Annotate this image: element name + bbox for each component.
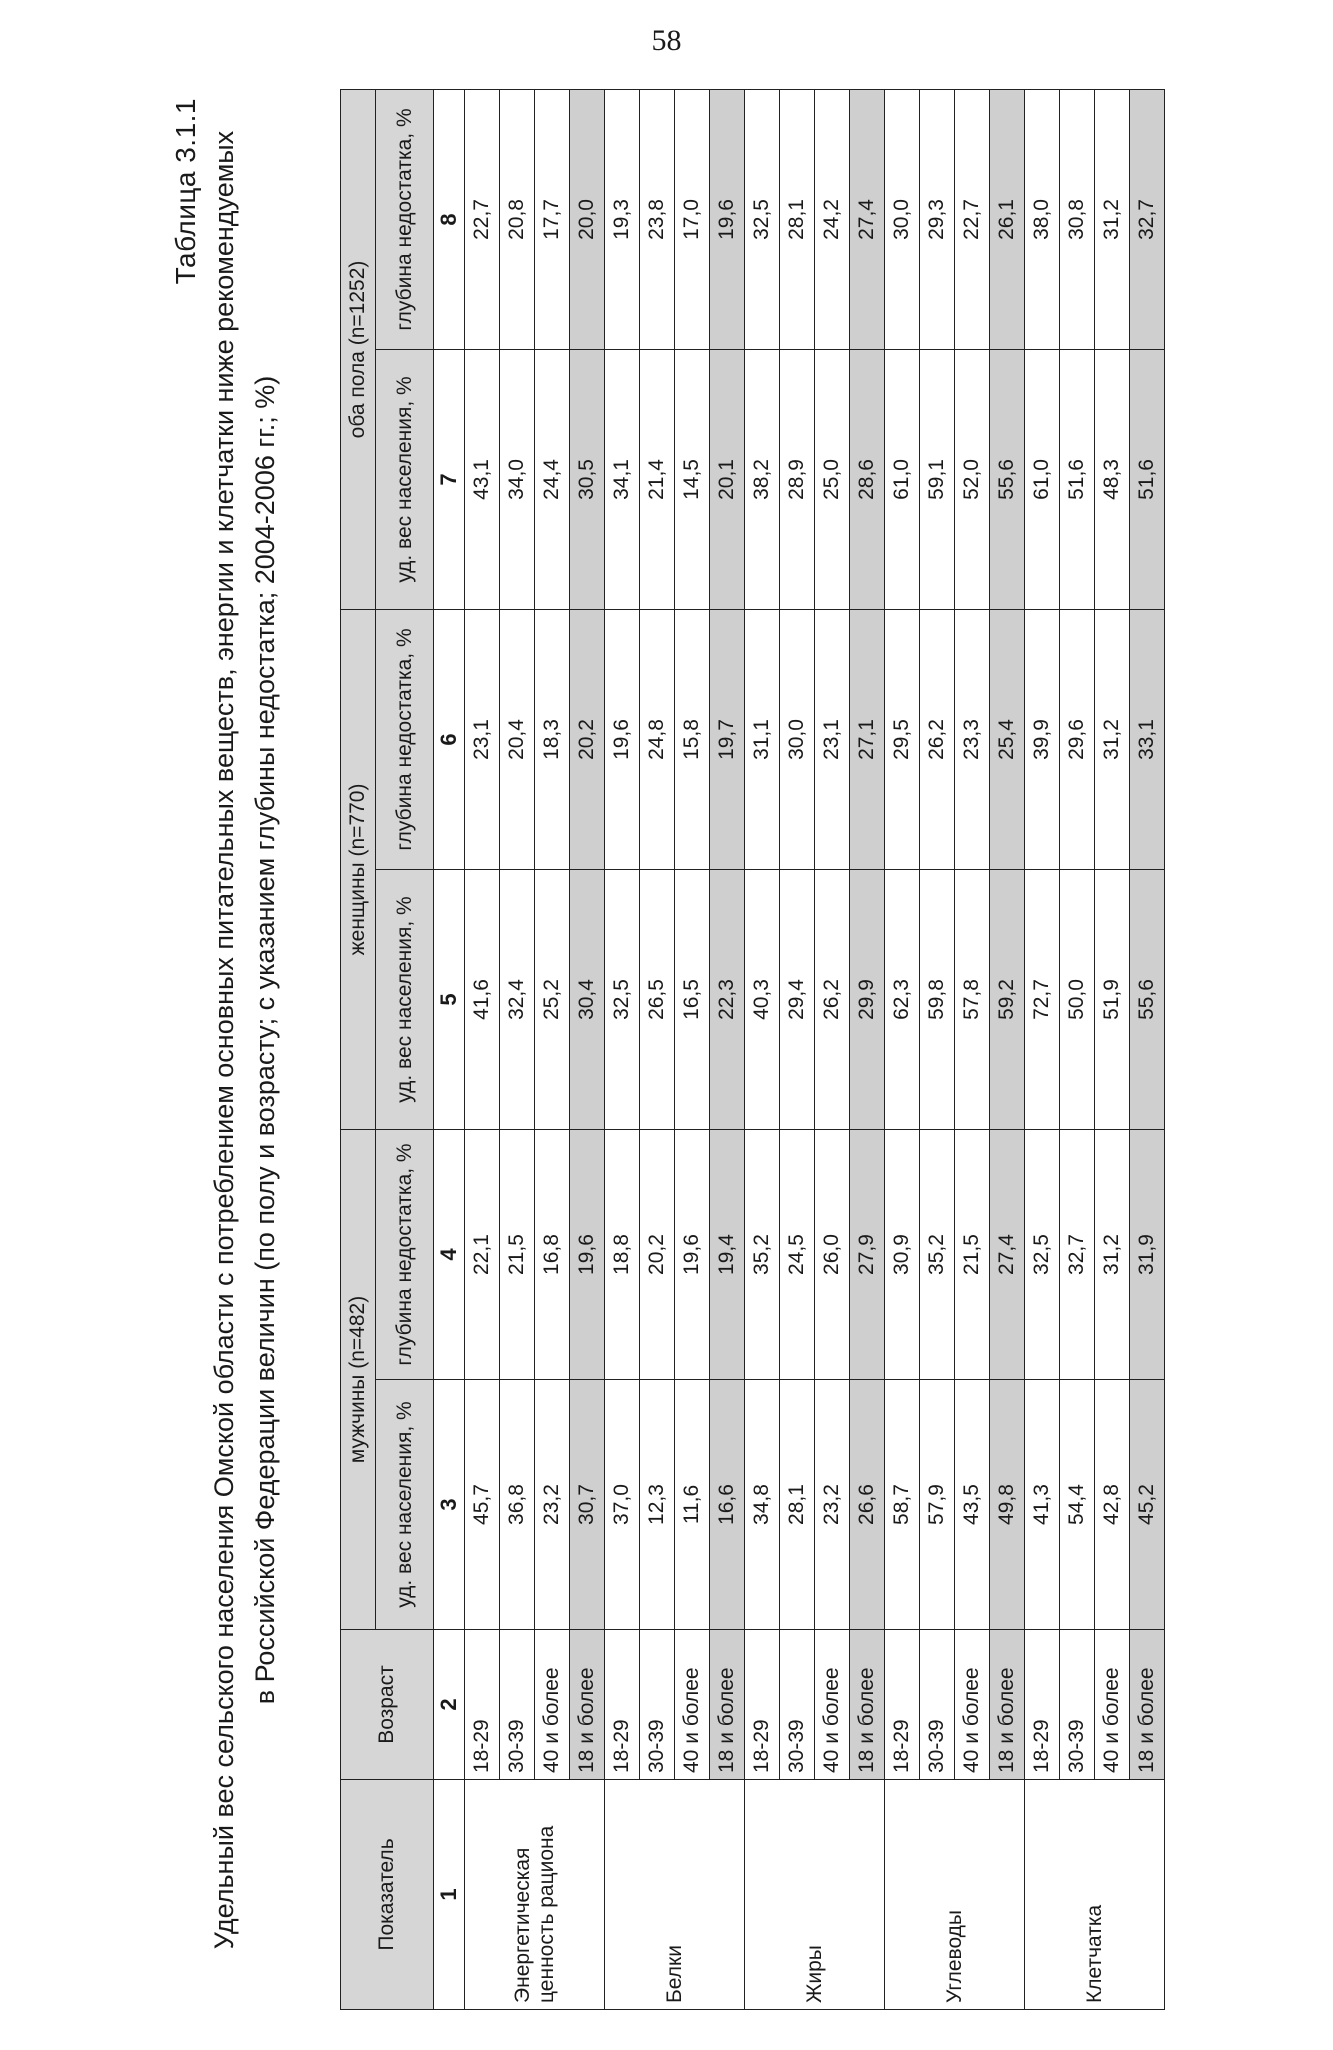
value-cell: 30,5 [570, 349, 605, 609]
header-row-groups [341, 89, 376, 2009]
age-cell: 18-29 [465, 1630, 500, 1780]
indicator-cell: Энергетическая ценность рациона [465, 1780, 605, 2010]
header-both: оба пола (n=1252) [341, 89, 376, 609]
value-cell: 30,7 [570, 1380, 605, 1630]
value-cell: 32,7 [1060, 1129, 1095, 1379]
value-cell: 43,5 [955, 1380, 990, 1630]
value-cell: 38,2 [745, 349, 780, 609]
age-cell: 40 и более [535, 1630, 570, 1780]
column-number-row [434, 89, 465, 2009]
table-row [1060, 89, 1095, 2009]
value-cell: 32,4 [500, 869, 535, 1129]
value-cell: 25,2 [535, 869, 570, 1129]
age-cell: 18 и более [850, 1630, 885, 1780]
value-cell: 29,6 [1060, 609, 1095, 869]
value-cell: 35,2 [745, 1129, 780, 1379]
value-cell: 17,7 [535, 89, 570, 349]
column-number: 2 [434, 1630, 465, 1780]
column-number: 6 [434, 609, 465, 869]
page-number: 58 [651, 24, 682, 57]
value-cell: 32,5 [1025, 1129, 1060, 1379]
value-cell: 52,0 [955, 349, 990, 609]
value-cell: 51,6 [1060, 349, 1095, 609]
table-row [570, 89, 605, 2009]
header-share-women: уд. вес населения, % [376, 869, 434, 1129]
age-cell: 18-29 [885, 1630, 920, 1780]
table-row [815, 89, 850, 2009]
value-cell: 28,9 [780, 349, 815, 609]
value-cell: 17,0 [675, 89, 710, 349]
value-cell: 14,5 [675, 349, 710, 609]
value-cell: 19,3 [605, 89, 640, 349]
value-cell: 21,5 [500, 1129, 535, 1379]
value-cell: 50,0 [1060, 869, 1095, 1129]
age-cell: 18-29 [1025, 1630, 1060, 1780]
value-cell: 31,1 [745, 609, 780, 869]
column-number: 3 [434, 1380, 465, 1630]
table-row [920, 89, 955, 2009]
value-cell: 29,5 [885, 609, 920, 869]
value-cell: 20,1 [710, 349, 745, 609]
table-row [745, 89, 780, 2009]
value-cell: 31,2 [1095, 89, 1130, 349]
value-cell: 45,7 [465, 1380, 500, 1630]
value-cell: 58,7 [885, 1380, 920, 1630]
table-row [955, 89, 990, 2009]
value-cell: 55,6 [990, 349, 1025, 609]
value-cell: 21,5 [955, 1129, 990, 1379]
value-cell: 48,3 [1095, 349, 1130, 609]
table-row [675, 89, 710, 2009]
value-cell: 20,2 [640, 1129, 675, 1379]
age-cell: 18 и более [1130, 1630, 1165, 1780]
value-cell: 59,2 [990, 869, 1025, 1129]
indicator-cell: Белки [605, 1780, 745, 2010]
value-cell: 51,9 [1095, 869, 1130, 1129]
value-cell: 34,0 [500, 349, 535, 609]
value-cell: 30,0 [780, 609, 815, 869]
value-cell: 26,2 [920, 609, 955, 869]
value-cell: 23,8 [640, 89, 675, 349]
value-cell: 39,9 [1025, 609, 1060, 869]
table-row [500, 89, 535, 2009]
value-cell: 16,6 [710, 1380, 745, 1630]
value-cell: 21,4 [640, 349, 675, 609]
value-cell: 26,5 [640, 869, 675, 1129]
value-cell: 40,3 [745, 869, 780, 1129]
value-cell: 20,2 [570, 609, 605, 869]
indicator-cell: Жиры [745, 1780, 885, 2010]
value-cell: 31,2 [1095, 1129, 1130, 1379]
table-row [850, 89, 885, 2009]
value-cell: 15,8 [675, 609, 710, 869]
header-share-both: уд. вес населения, % [376, 349, 434, 609]
table-row [640, 89, 675, 2009]
table-row [885, 89, 920, 2009]
value-cell: 23,3 [955, 609, 990, 869]
value-cell: 24,5 [780, 1129, 815, 1379]
age-cell: 18-29 [745, 1630, 780, 1780]
value-cell: 41,6 [465, 869, 500, 1129]
column-number: 8 [434, 89, 465, 349]
value-cell: 22,7 [955, 89, 990, 349]
value-cell: 16,8 [535, 1129, 570, 1379]
value-cell: 32,5 [745, 89, 780, 349]
value-cell: 26,6 [850, 1380, 885, 1630]
column-number: 1 [434, 1780, 465, 2010]
value-cell: 20,0 [570, 89, 605, 349]
value-cell: 28,6 [850, 349, 885, 609]
age-cell: 40 и более [675, 1630, 710, 1780]
table-row [605, 89, 640, 2009]
age-cell: 30-39 [1060, 1630, 1095, 1780]
header-depth-men: глубина недостатка, % [376, 1129, 434, 1379]
value-cell: 72,7 [1025, 869, 1060, 1129]
value-cell: 18,3 [535, 609, 570, 869]
column-number: 5 [434, 869, 465, 1129]
value-cell: 19,6 [605, 609, 640, 869]
value-cell: 41,3 [1025, 1380, 1060, 1630]
table-row [535, 89, 570, 2009]
column-number: 7 [434, 349, 465, 609]
value-cell: 27,4 [850, 89, 885, 349]
value-cell: 22,7 [465, 89, 500, 349]
value-cell: 26,0 [815, 1129, 850, 1379]
value-cell: 25,4 [990, 609, 1025, 869]
indicator-cell: Клетчатка [1025, 1780, 1165, 2010]
header-age: Возраст [341, 1630, 434, 1780]
value-cell: 34,1 [605, 349, 640, 609]
value-cell: 18,8 [605, 1129, 640, 1379]
value-cell: 61,0 [1025, 349, 1060, 609]
value-cell: 19,6 [570, 1129, 605, 1379]
value-cell: 23,1 [815, 609, 850, 869]
value-cell: 29,4 [780, 869, 815, 1129]
header-share-men: уд. вес населения, % [376, 1380, 434, 1630]
value-cell: 38,0 [1025, 89, 1060, 349]
indicator-cell: Углеводы [885, 1780, 1025, 2010]
value-cell: 51,6 [1130, 349, 1165, 609]
age-cell: 30-39 [500, 1630, 535, 1780]
value-cell: 22,3 [710, 869, 745, 1129]
value-cell: 19,7 [710, 609, 745, 869]
value-cell: 29,3 [920, 89, 955, 349]
value-cell: 43,1 [465, 349, 500, 609]
table-row [1095, 89, 1130, 2009]
value-cell: 29,9 [850, 869, 885, 1129]
age-cell: 18 и более [710, 1630, 745, 1780]
value-cell: 19,6 [710, 89, 745, 349]
value-cell: 28,1 [780, 89, 815, 349]
table-row [710, 89, 745, 2009]
value-cell: 22,1 [465, 1129, 500, 1379]
column-number: 4 [434, 1129, 465, 1379]
value-cell: 19,6 [675, 1129, 710, 1379]
value-cell: 30,9 [885, 1129, 920, 1379]
age-cell: 30-39 [920, 1630, 955, 1780]
value-cell: 59,1 [920, 349, 955, 609]
value-cell: 30,0 [885, 89, 920, 349]
value-cell: 12,3 [640, 1380, 675, 1630]
table-row [990, 89, 1025, 2009]
table-row [780, 89, 815, 2009]
table-row [1025, 89, 1060, 2009]
age-cell: 18-29 [605, 1630, 640, 1780]
value-cell: 45,2 [1130, 1380, 1165, 1630]
value-cell: 24,4 [535, 349, 570, 609]
value-cell: 61,0 [885, 349, 920, 609]
value-cell: 30,8 [1060, 89, 1095, 349]
age-cell: 30-39 [640, 1630, 675, 1780]
age-cell: 18 и более [570, 1630, 605, 1780]
value-cell: 55,6 [1130, 869, 1165, 1129]
value-cell: 11,6 [675, 1380, 710, 1630]
value-cell: 19,4 [710, 1129, 745, 1379]
age-cell: 40 и более [955, 1630, 990, 1780]
header-depth-both: глубина недостатка, % [376, 89, 434, 349]
value-cell: 20,8 [500, 89, 535, 349]
header-depth-women: глубина недостатка, % [376, 609, 434, 869]
age-cell: 40 и более [1095, 1630, 1130, 1780]
table-row [465, 89, 500, 2009]
nutrition-table [340, 89, 1165, 2010]
value-cell: 16,5 [675, 869, 710, 1129]
value-cell: 42,8 [1095, 1380, 1130, 1630]
value-cell: 49,8 [990, 1380, 1025, 1630]
value-cell: 23,1 [465, 609, 500, 869]
value-cell: 24,8 [640, 609, 675, 869]
value-cell: 25,0 [815, 349, 850, 609]
value-cell: 34,8 [745, 1380, 780, 1630]
table-row [1130, 89, 1165, 2009]
value-cell: 30,4 [570, 869, 605, 1129]
value-cell: 20,4 [500, 609, 535, 869]
value-cell: 57,8 [955, 869, 990, 1129]
value-cell: 37,0 [605, 1380, 640, 1630]
value-cell: 31,9 [1130, 1129, 1165, 1379]
header-indicator: Показатель [341, 1780, 434, 2010]
value-cell: 62,3 [885, 869, 920, 1129]
table-body [465, 89, 1165, 2009]
value-cell: 33,1 [1130, 609, 1165, 869]
value-cell: 27,9 [850, 1129, 885, 1379]
value-cell: 59,8 [920, 869, 955, 1129]
value-cell: 57,9 [920, 1380, 955, 1630]
value-cell: 26,1 [990, 89, 1025, 349]
table-label: Таблица 3.1.1 [170, 98, 201, 285]
age-cell: 18 и более [990, 1630, 1025, 1780]
value-cell: 54,4 [1060, 1380, 1095, 1630]
rotated-page-content [170, 90, 1170, 2010]
value-cell: 27,4 [990, 1129, 1025, 1379]
value-cell: 32,5 [605, 869, 640, 1129]
value-cell: 26,2 [815, 869, 850, 1129]
value-cell: 28,1 [780, 1380, 815, 1630]
value-cell: 27,1 [850, 609, 885, 869]
value-cell: 24,2 [815, 89, 850, 349]
header-women: женщины (n=770) [341, 609, 376, 1129]
table-caption: Удельный вес сельского населения Омской области с потреблением основных питательных веществ, энергии и клетчатки ниже рекомендуемых в Российской Федерации величин (по полу и возрасту; с указанием глубины недостатка; 2004-2006 гг.; %) [209, 130, 280, 1950]
age-cell: 40 и более [815, 1630, 850, 1780]
value-cell: 36,8 [500, 1380, 535, 1630]
value-cell: 32,7 [1130, 89, 1165, 349]
value-cell: 35,2 [920, 1129, 955, 1379]
value-cell: 31,2 [1095, 609, 1130, 869]
value-cell: 23,2 [815, 1380, 850, 1630]
age-cell: 30-39 [780, 1630, 815, 1780]
header-men: мужчины (n=482) [341, 1129, 376, 1629]
value-cell: 23,2 [535, 1380, 570, 1630]
